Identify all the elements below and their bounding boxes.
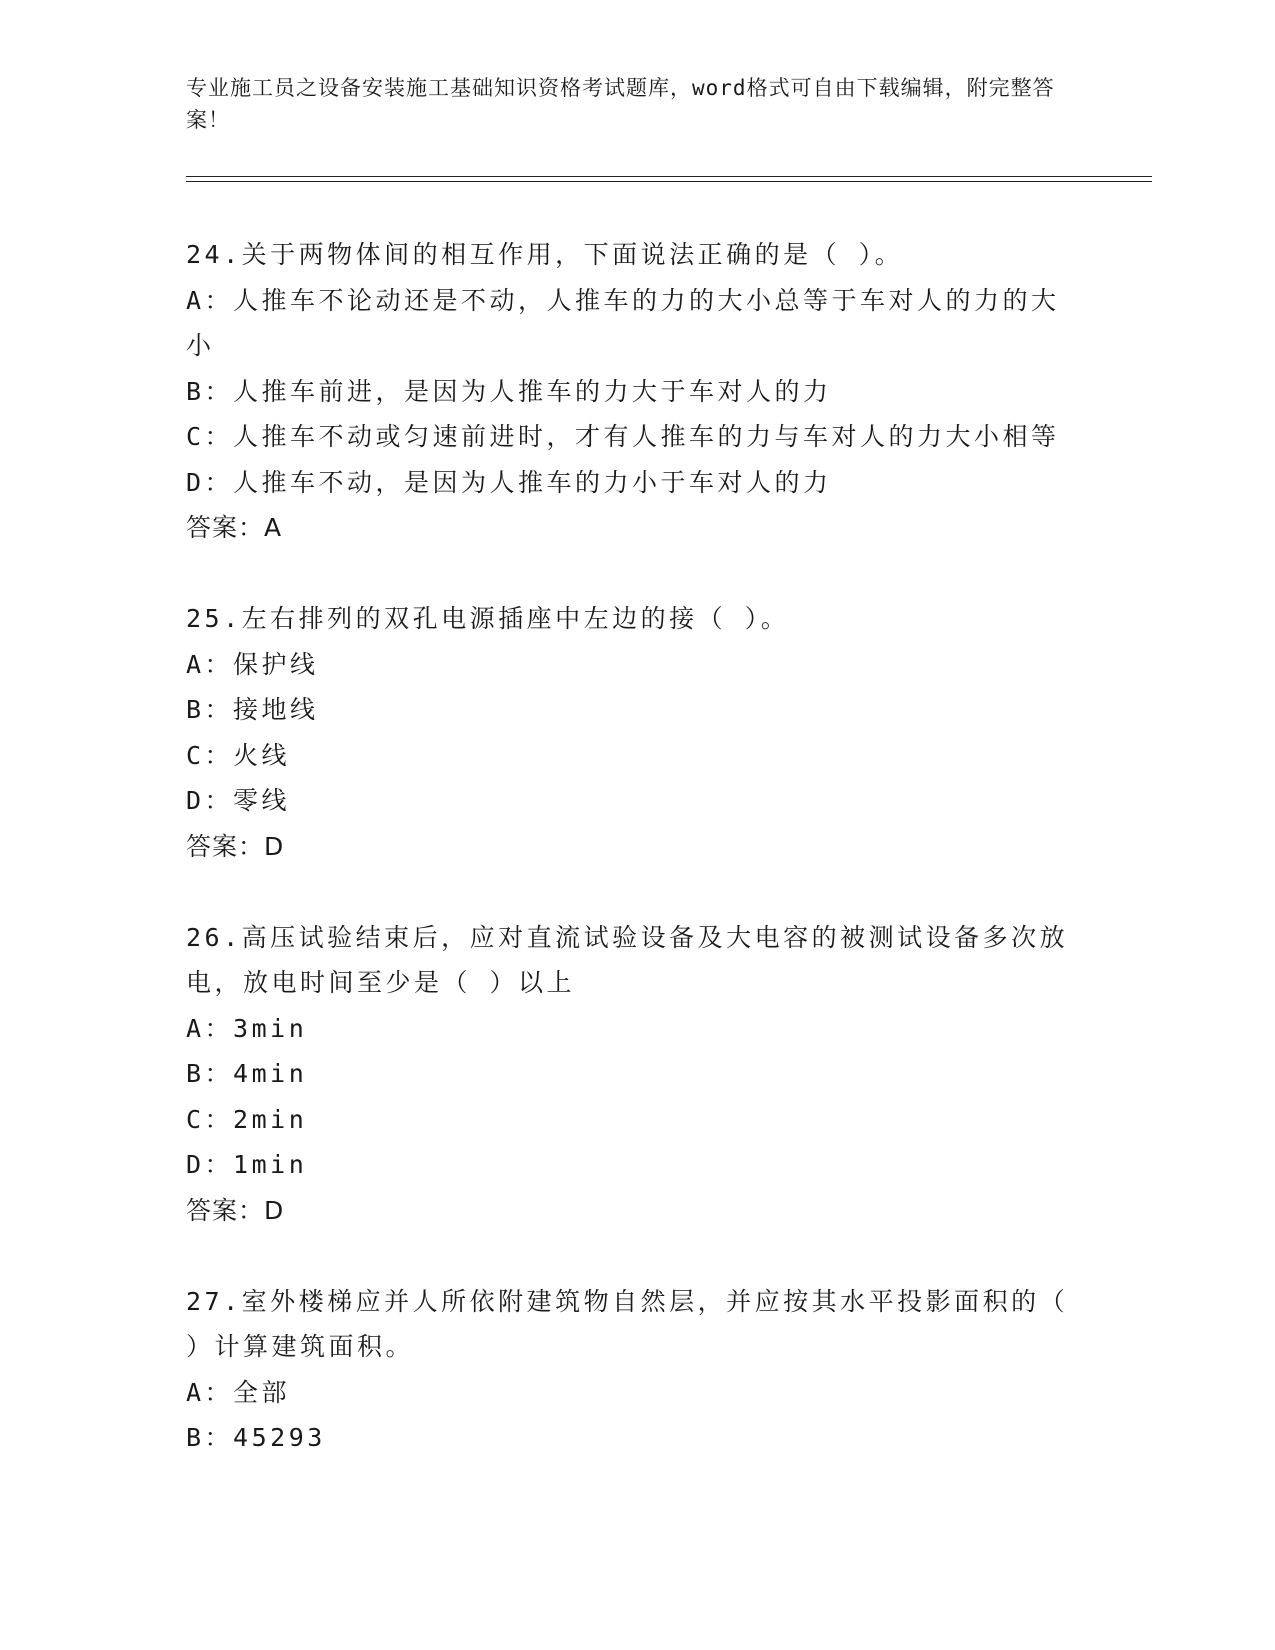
option-a: A：人推车不论动还是不动，人推车的力的大小总等于车对人的力的大小 — [186, 285, 1060, 360]
answer-line: 答案：D — [186, 831, 285, 861]
header-divider-bottom — [186, 181, 1152, 182]
question-25 — [186, 596, 1086, 869]
option-d: D：零线 — [186, 786, 291, 815]
option-a: A：全部 — [186, 1377, 291, 1407]
question-stem: 25.左右排列的双孔电源插座中左边的接（ ）。 — [186, 604, 790, 633]
answer-line: 答案：A — [186, 513, 283, 542]
question-list — [186, 232, 1086, 1506]
answer-line: 答案：D — [186, 1195, 285, 1225]
option-d: D：1min — [186, 1150, 308, 1179]
document-intro: 专业施工员之设备安装施工基础知识资格考试题库，word格式可自由下载编辑，附完整答案！ — [186, 76, 1055, 132]
option-b: B：人推车前进，是因为人推车的力大于车对人的力 — [186, 376, 832, 406]
question-27 — [186, 1279, 1086, 1461]
option-d: D：人推车不动，是因为人推车的力小于车对人的力 — [186, 467, 832, 497]
question-26 — [186, 915, 1086, 1234]
question-stem: 26.高压试验结束后，应对直流试验设备及大电容的被测试设备多次放电，放电时间至少是（ ）以上 — [186, 922, 1069, 997]
option-a: A：3min — [186, 1013, 308, 1043]
header-divider-top — [186, 176, 1152, 177]
option-c: C：人推车不动或匀速前进时，才有人推车的力与车对人的力大小相等 — [186, 422, 1060, 451]
question-stem: 27.室外楼梯应并人所依附建筑物自然层，并应按其水平投影面积的（ ）计算建筑面积。 — [186, 1286, 1069, 1361]
option-c: C：火线 — [186, 740, 291, 770]
question-24 — [186, 232, 1086, 551]
option-b: B：4min — [186, 1059, 308, 1088]
option-b: B：45293 — [186, 1423, 326, 1452]
option-a: A：保护线 — [186, 649, 319, 679]
option-b: B：接地线 — [186, 695, 319, 724]
question-stem: 24.关于两物体间的相互作用，下面说法正确的是（ ）。 — [186, 240, 904, 269]
option-c: C：2min — [186, 1104, 308, 1134]
